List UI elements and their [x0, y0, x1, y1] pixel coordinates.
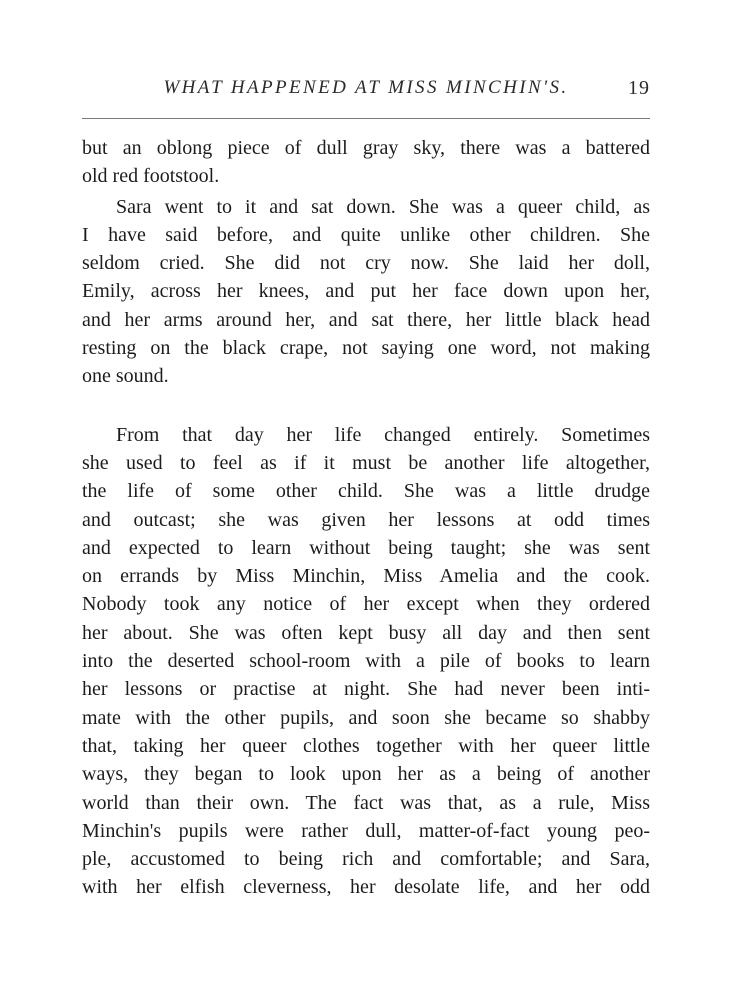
text-line: ple, accustomed to being rich and comfortable; and Sara,: [82, 848, 650, 871]
running-title: WHAT HAPPENED AT MISS MINCHIN'S.: [163, 77, 569, 98]
text-line: the life of some other child. She was a little drudge: [82, 480, 650, 503]
text-line: mate with the other pupils, and soon she became so shabby: [82, 706, 650, 729]
text-line: and her arms around her, and sat there, her little black head: [82, 308, 650, 331]
text-line: Emily, across her knees, and put her face down upon her,: [82, 280, 650, 303]
text-line: that, taking her queer clothes together with her queer little: [82, 734, 650, 757]
text-line: ways, they began to look upon her as a being of another: [82, 763, 650, 786]
text-line: but an oblong piece of dull gray sky, there was a battered: [82, 137, 650, 159]
running-head: [82, 77, 650, 107]
body-text: [82, 134, 650, 902]
header-rule: [82, 118, 650, 119]
text-line: Sara went to it and sat down. She was a queer child, as: [116, 195, 650, 218]
text-line: with her elfish cleverness, her desolate life, and her odd: [82, 876, 650, 899]
text-line: I have said before, and quite unlike other children. She: [82, 223, 650, 246]
text-line: one sound.: [82, 365, 169, 388]
text-line: Minchin's pupils were rather dull, matter-of-fact young peo-: [82, 819, 650, 842]
text-line: and expected to learn without being taught; she was sent: [82, 536, 650, 559]
text-line: on errands by Miss Minchin, Miss Amelia and the cook.: [82, 565, 650, 588]
text-line: into the deserted school-room with a pile of books to learn: [82, 650, 650, 673]
text-line: her lessons or practise at night. She had never been inti-: [82, 678, 650, 701]
page-number: 19: [628, 77, 650, 99]
text-line: old red footstool.: [82, 165, 220, 188]
text-line: Nobody took any notice of her except when they ordered: [82, 593, 650, 616]
text-line: and outcast; she was given her lessons at odd times: [82, 508, 650, 531]
text-line: From that day her life changed entirely. Sometimes: [116, 423, 650, 446]
text-line: world than their own. The fact was that, as a rule, Miss: [82, 791, 650, 814]
text-line: her about. She was often kept busy all day and then sent: [82, 621, 650, 644]
text-line: resting on the black crape, not saying one word, not making: [82, 337, 650, 360]
text-line: seldom cried. She did not cry now. She laid her doll,: [82, 252, 650, 275]
text-line: she used to feel as if it must be another life altogether,: [82, 451, 650, 474]
